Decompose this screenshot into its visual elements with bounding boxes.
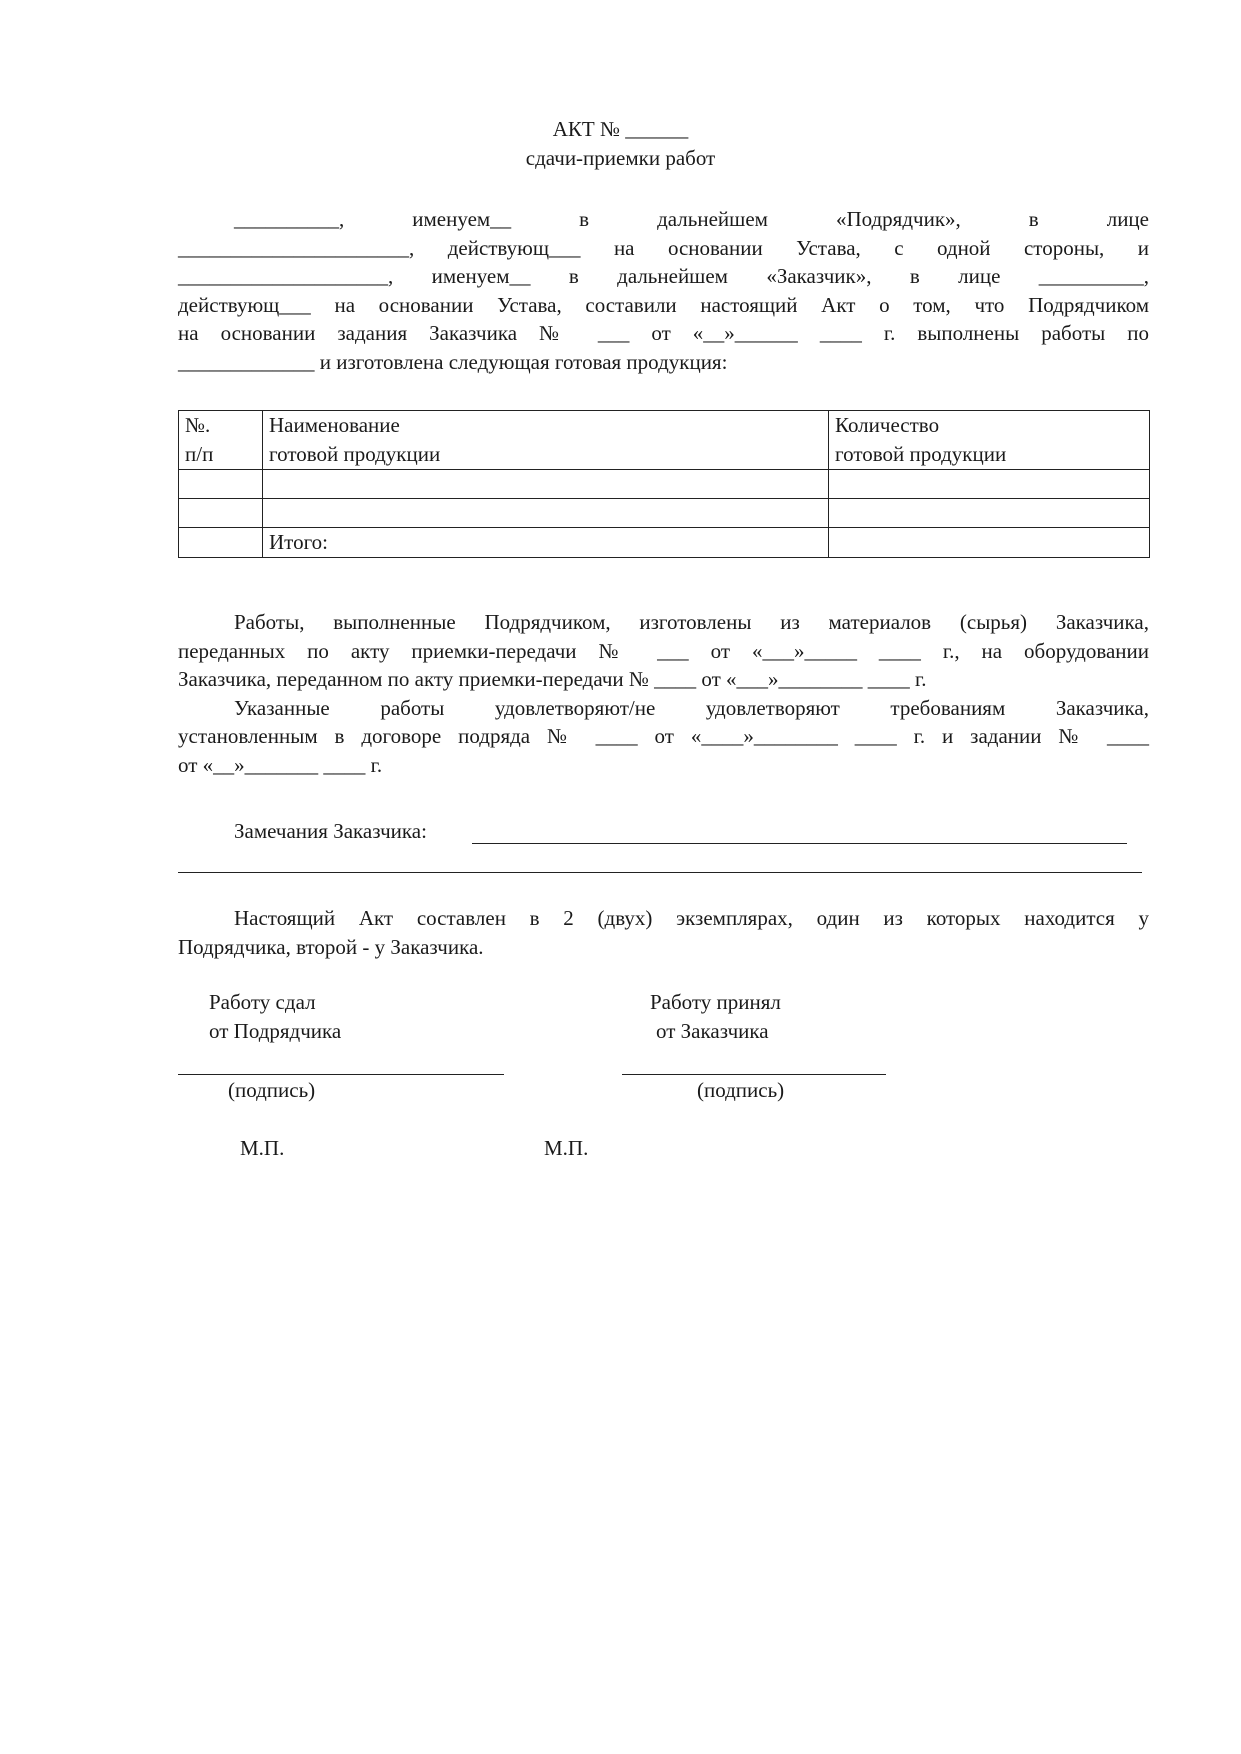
customer-accepted-label: Работу принял bbox=[650, 990, 781, 1014]
table-cell[interactable] bbox=[829, 470, 1150, 499]
table-cell bbox=[179, 528, 263, 558]
total-value-cell[interactable] bbox=[829, 528, 1150, 558]
remarks-line[interactable] bbox=[472, 843, 1127, 844]
total-label: Итого: bbox=[263, 528, 829, 558]
requirements-line: от «__»_______ ____ г. bbox=[178, 752, 383, 777]
intro-line: ______________________, действующ___ на основании Устава, с одной стороны, и bbox=[178, 235, 1149, 260]
act-title: АКТ № ______ bbox=[552, 117, 689, 141]
remarks-label: Замечания Заказчика: bbox=[234, 819, 433, 843]
requirements-line: установленным в договоре подряда № ____ от «____»________ ____ г. и задании № ____ bbox=[178, 724, 1149, 749]
table-header-text: п/п bbox=[185, 442, 214, 466]
materials-paragraph bbox=[178, 608, 1149, 780]
intro-line: __________, именуем__ в дальнейшем «Подрядчик», в лице bbox=[234, 207, 1149, 231]
contractor-signature-caption: (подпись) bbox=[228, 1078, 316, 1102]
contractor-stamp-label: М.П. bbox=[240, 1136, 285, 1160]
table-row bbox=[179, 499, 1150, 528]
header-cell-name bbox=[263, 411, 829, 470]
requirements-line: Указанные работы удовлетворяют/не удовлетворяют требованиям Заказчика, bbox=[234, 695, 1149, 720]
header-cell-quantity bbox=[829, 411, 1150, 470]
table-cell[interactable] bbox=[263, 470, 829, 499]
table-cell[interactable] bbox=[263, 499, 829, 528]
contractor-signature-line[interactable] bbox=[178, 1074, 504, 1075]
header-cell-number bbox=[179, 411, 263, 470]
materials-line: переданных по акту приемки-передачи № ___ от «___»_____ ____ г., на оборудовании bbox=[178, 638, 1149, 663]
table-total-row bbox=[179, 528, 1150, 558]
remarks-line-2[interactable] bbox=[178, 872, 1142, 873]
copies-line: Настоящий Акт составлен в 2 (двух) экземплярах, один из которых находится у bbox=[234, 906, 1149, 930]
products-table bbox=[178, 410, 1150, 558]
table-cell[interactable] bbox=[179, 470, 263, 499]
intro-line: ____________________, именуем__ в дальнейшем «Заказчик», в лице __________, bbox=[178, 264, 1149, 289]
act-subtitle: сдачи-приемки работ bbox=[525, 146, 716, 170]
table-row bbox=[179, 470, 1150, 499]
table-cell[interactable] bbox=[829, 499, 1150, 528]
intro-paragraph bbox=[178, 205, 1149, 377]
copies-paragraph bbox=[178, 904, 1149, 961]
table-header-text: №. bbox=[185, 413, 211, 437]
table-header-row bbox=[179, 411, 1150, 470]
contractor-handed-label: Работу сдал bbox=[209, 990, 316, 1014]
intro-line: на основании задания Заказчика № ___ от «__»______ ____ г. выполнены работы по bbox=[178, 321, 1149, 346]
customer-stamp-label: М.П. bbox=[544, 1136, 589, 1160]
table-header-text: готовой продукции bbox=[269, 442, 441, 466]
customer-from-label: от Заказчика bbox=[656, 1019, 769, 1043]
table-cell[interactable] bbox=[179, 499, 263, 528]
customer-signature-line[interactable] bbox=[622, 1074, 886, 1075]
materials-line: Заказчика, переданном по акту приемки-передачи № ____ от «___»________ ____ г. bbox=[178, 667, 927, 692]
intro-line: _____________ и изготовлена следующая готовая продукция: bbox=[178, 349, 728, 374]
contractor-from-label: от Подрядчика bbox=[209, 1019, 342, 1043]
intro-line: действующ___ на основании Устава, составили настоящий Акт о том, что Подрядчиком bbox=[178, 292, 1149, 317]
table-header-text: готовой продукции bbox=[835, 442, 1007, 466]
table-header-text: Наименование bbox=[269, 413, 400, 437]
customer-signature-caption: (подпись) bbox=[697, 1078, 785, 1102]
copies-line: Подрядчика, второй - у Заказчика. bbox=[178, 934, 484, 959]
table-header-text: Количество bbox=[835, 413, 940, 437]
materials-line: Работы, выполненные Подрядчиком, изготовлены из материалов (сырья) Заказчика, bbox=[234, 610, 1149, 634]
